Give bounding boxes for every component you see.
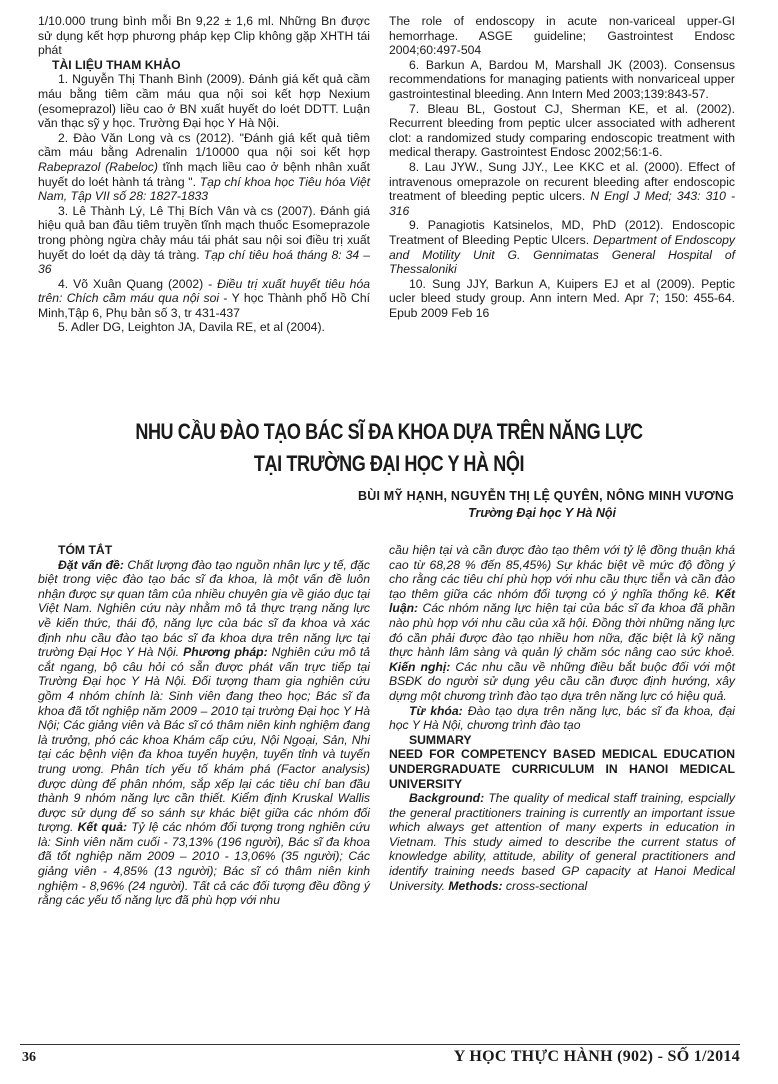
reference-8: 8. Lau JYW., Sung JJY., Lee KKC et al. (2000). Effect of intravenous omeprazole on recurent bleeding after endoscopic treatment of bleeding peptic ulcers. N Engl J Med; 343: 310 - 316 bbox=[389, 159, 736, 218]
author-names: BÙI MỸ HẠNH, NGUYỄN THỊ LỆ QUYÊN, NÔNG MINH VƯƠNG bbox=[358, 489, 734, 503]
reference-3: 3. Lê Thành Lý, Lê Thị Bích Vân và cs (2007). Đánh giá hiệu quả ban đầu tiêm truyền tĩnh mạch thuốc Esomeprazole trong phòng ngừa chảy máu tái phát sau nội soi điều trị xuất huyết do loét dạ dày tá tràng. Tạp chí tiêu hoá tháng 8: 34 – 36 bbox=[38, 203, 370, 277]
reference-1: 1. Nguyễn Thị Thanh Bình (2009). Đánh giá kết quả cầm máu bằng tiêm cầm máu qua nội soi kết hợp Nexium (esomeprazol) liều cao ở BN xuất huyết do loét DDTT. Luận văn thạc sỹ y học. Trường Đại học Y Hà Nội. bbox=[38, 72, 370, 131]
article-title bbox=[70, 416, 708, 480]
summary-heading: SUMMARY bbox=[409, 732, 472, 747]
keywords: Từ khóa: Đào tạo dựa trên năng lực, bác sĩ đa khoa, đại học Y Hà Nội, chương trình đào tạo bbox=[389, 703, 735, 733]
footer-divider bbox=[20, 1044, 740, 1045]
reference-2: 2. Đào Văn Long và cs (2012). "Đánh giá kết quả tiêm cầm máu bằng Adrenalin 1/10000 qua nội soi kết hợp Rabeprazol (Rabeloc) tĩnh mạch liều cao ở bệnh nhân xuất huyết do loét hành tá tràng ". Tạp chí khoa học Tiêu hóa Việt Nam, Tập VII số 28: 1827-1833 bbox=[38, 130, 370, 204]
reference-5-continued: The role of endoscopy in acute non-variceal upper-GI hemorrhage. ASGE guideline; Gastrointest Endosc 2004;60:497-504 bbox=[389, 14, 735, 58]
reference-6: 6. Barkun A, Bardou M, Marshall JK (2003). Consensus recommendations for managing patients with nonvariceal upper gastrointestinal bleeding. Ann Intern Med 2003;139:843-57. bbox=[389, 57, 735, 101]
references-heading: TÀI LIỆU THAM KHẢO bbox=[52, 57, 181, 72]
reference-10: 10. Sung JJY, Barkun A, Kuipers EJ et al (2009). Peptic ucler bleed study group. Ann intern Med. Apr 7; 150: 455-64. Epub 2009 Feb 16 bbox=[389, 276, 735, 320]
reference-7: 7. Bleau BL, Gostout CJ, Sherman KE, et al. (2002). Recurrent bleeding from peptic ulcer associated with adherent clot: a randomized study comparing endoscopic treatment with medical therapy. Gastrointest Endosc 2002;56:1-6. bbox=[389, 101, 735, 160]
abstract-vi-body: Đặt vấn đề: Chất lượng đào tạo nguồn nhân lực y tế, đặc biệt trong việc đào tạo bác sĩ đa khoa, là một vấn đề luôn nhận được sự quan tâm của nhiều chuyên gia về giáo dục tại Việt Nam. Nghiên cứu này nhằm mô tả thực trạng năng lực về kiến thức, thái độ, năng lực của bác sĩ đa khoa và xác định nhu cầu đào tạo bác sĩ đa khoa dựa trên năng lực tại trường Đại Học Y Hà Nội. Phương pháp: Nghiên cứu mô tả cắt ngang, bộ câu hỏi có sẵn được phát vấn trực tiếp tại Trường Đại học Y Hà Nội. Đối tượng tham gia nghiên cứu gồm 4 nhóm chính là: Sinh viên đang theo học; Bác sĩ đa khoa đã tốt nghiệp năm 2009 – 2010 tại trường Đại học Y Hà Nội; Các giảng viên và Bác sĩ có thâm niên kinh nghiệm đang là trưởng, phó các khoa Khám cấp cứu, Nội Ngoại, Sản, Nhi tại các bệnh viện đa khoa tuyến huyện, tuyến tỉnh và tuyến trung ương. Phân tích yếu tố khám phá (Factor analysis) được dùng để phân nhóm, sắp xếp lại các tiêu chí ban đầu thành 9 nhóm năng lực cần thiết. Kiểm định Kruskal Wallis được sử dụng để so sánh sự khác biệt giữa các nhóm đối tượng. Kết quả: Tỷ lệ các nhóm đối tượng trong nghiên cứu là: Sinh viên năm cuối - 73,13% (196 người), Bác sĩ đa khoa đã tốt nghiệp năm 2009 – 2010 - 13,06% (35 người); Các giảng viên - 4,85% (13 người); Bác sĩ có thâm niên kinh nghiệm - 8,96% (24 người). Tất cả các đối tượng đều đồng ý rằng các yếu tố năng lực đã phù hợp với nhu bbox=[38, 557, 371, 908]
references-right-column bbox=[389, 14, 735, 320]
article-title-line-2: TẠI TRƯỜNG ĐẠI HỌC Y HÀ NỘI bbox=[253, 451, 525, 476]
english-title: NEED FOR COMPETENCY BASED MEDICAL EDUCATION UNDERGRADUATE CURRICULUM IN HANOI MEDICAL UNIVERSITY bbox=[389, 747, 735, 791]
article-title-line-1: NHU CẦU ĐÀO TẠO BÁC SĨ ĐA KHOA DỰA TRÊN NĂNG LỰC bbox=[135, 419, 643, 444]
reference-4: 4. Võ Xuân Quang (2002) - Điều trị xuất huyết tiêu hóa trên: Chích cầm máu qua nội soi - Y học Thành phố Hồ Chí Minh,Tập 6, Phụ bản số 3, tr 431-437 bbox=[38, 276, 371, 320]
previous-article-conclusion: 1/10.000 trung bình mỗi Bn 9,22 ± 1,6 ml. Những Bn được sử dụng kết hợp phương pháp kẹp Clip không gặp XHTH tái phát bbox=[38, 14, 370, 58]
reference-5: 5. Adler DG, Leighton JA, Davila RE, et al (2004). bbox=[58, 320, 325, 335]
affiliation: Trường Đại học Y Hà Nội bbox=[468, 506, 616, 520]
reference-9: 9. Panagiotis Katsinelos, MD, PhD (2012). Endoscopic Treatment of Bleeding Peptic Ulcers. Department of Endoscopy and Motility Unit G. Gennimatas General Hospital of Thessaloniki bbox=[389, 218, 735, 277]
abstract-left-column bbox=[38, 543, 370, 908]
english-abstract-body: Background: The quality of medical staff training, espcially the general practitioners training is currently an important issue which always get attention of many experts in education in Vietnam. This study aimed to describe the current status of knowledge ability, attitude, ability of general practitioners and identify training needs based GP capacity at Hanoi Medical University. Methods: cross-sectional bbox=[389, 791, 735, 893]
references-left-column bbox=[38, 14, 370, 335]
abstract-vi-body-continued: cầu hiện tại và cần được đào tạo thêm với tỷ lệ đồng thuận khá cao từ 68,28 % đến 85,45%) Sự khác biệt về mức độ đồng ý cho rằng các tiêu chí phù hợp với nhu cầu thực tiễn và cần đào tạo thêm giữa các nhóm đối tượng có ý nghĩa thống kê. Kết luận: Các nhóm năng lực hiện tại của bác sĩ đa khoa đã phần nào phù hợp với nhu cầu của xã hội. Đồng thời những năng lực đó cần phải được đào tạo nhiều hơn nữa, đặc biệt là kỹ năng thực hành lâm sàng và quản lý chăm sóc nâng cao sức khoẻ. Kiến nghị: Các nhu cầu về những điều bắt buộc đối với một BSĐK do người sử dụng yêu cầu cần được định hướng, xây dựng một chương trình đào tạo dựa trên năng lực có hiệu quả. bbox=[389, 543, 735, 703]
author-block bbox=[358, 488, 734, 522]
abstract-heading: TÓM TẮT bbox=[58, 543, 113, 557]
journal-name: Y HỌC THỰC HÀNH (902) - SỐ 1/2014 bbox=[453, 1048, 740, 1065]
page-number: 36 bbox=[22, 1050, 36, 1065]
abstract-right-column bbox=[389, 543, 735, 893]
